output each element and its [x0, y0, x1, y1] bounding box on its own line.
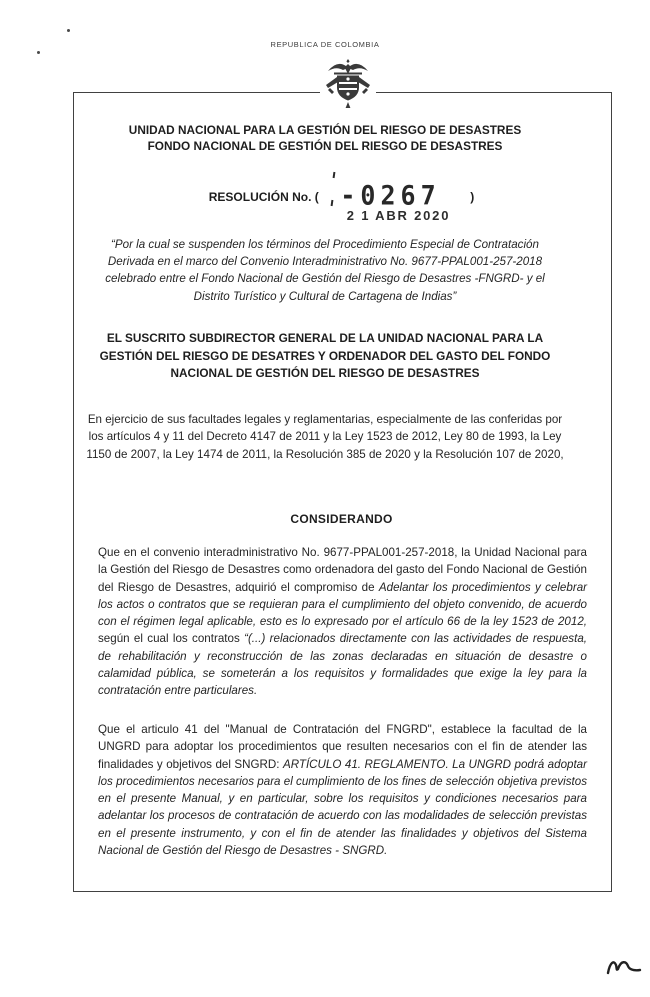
- colombia-coat-of-arms-icon: [320, 55, 376, 115]
- scan-speck: [67, 29, 70, 32]
- legal-basis-paragraph: En ejercicio de sus facultades legales y reglamentarias, especialmente de las conferidas por los artículos 4 y 11 del Decreto 4147 de 2011 y la Ley 1523 de 2012, Ley 80 de 1993, la Ley 1150 de 2007, la Ley 1474 de 2011, la Resolución 385 de 2020 y la Resolución 107 de 2020,: [86, 413, 564, 461]
- resolution-subject-quote: “Por la cual se suspenden los términos del Procedimiento Especial de Contratación Derivada en el marco del Convenio Interadministrativo No. 9677-PPAL001-257-2018 celebrado entre el Fondo Nacional de Gestión del Riesgo de Desastres -FNGRD- y el Distrito Turístico y Cultural de Cartagena de Indias”: [105, 238, 545, 303]
- resolution-date-stamp: 2 1 ABR 2020: [346, 208, 451, 223]
- scan-speck: [37, 51, 40, 54]
- resolution-number-label: RESOLUCIÓN No. (: [208, 190, 319, 204]
- resolution-stamp-block: [339, 179, 451, 223]
- considerando-paragraph-1: Que en el convenio interadministrativo No. 9677-PPAL001-257-2018, la Unidad Nacional para la Gestión del Riesgo de Desastres como ordenadora del gasto del Fondo Nacional de Gestión del Riesgo de Desastres, adquirió el compromiso de Adelantar los procedimientos y celebrar los actos o contratos que se requieran para el cumplimiento del objeto convenido, de acuerdo con el régimen legal aplicable, esto es lo expresado por el artículo 66 de la ley 1523 de 2012, según el cual los contratos “(...) relacionados directamente con las actividades de respuesta, de rehabilitación y reconstrucción de las zonas declaradas en situación de desastre o calamidad pública, se someterán a los requisitos y formalidades que exige la ley para la contratación entre particulares.: [98, 546, 587, 698]
- country-label: REPUBLICA DE COLOMBIA: [270, 40, 380, 49]
- organization-title-line1: UNIDAD NACIONAL PARA LA GESTIÓN DEL RIESGO DE DESASTRES: [128, 123, 522, 137]
- resolution-number-row: [73, 181, 610, 223]
- organization-title-line2: FONDO NACIONAL DE GESTIÓN DEL RIESGO DE DESASTRES: [147, 138, 503, 153]
- issuer-heading: EL SUSCRITO SUBDIRECTOR GENERAL DE LA UNIDAD NACIONAL PARA LA GESTIÓN DEL RIESGO DE DESATRES Y ORDENADOR DEL GASTO DEL FONDO NACIONAL DE GESTIÓN DEL RIESGO DE DESASTRES: [99, 331, 551, 380]
- handwritten-squiggle-mark: [606, 956, 642, 980]
- resolution-number-close-paren: ): [470, 190, 475, 204]
- organization-title: [83, 123, 567, 154]
- considerando-heading: CONSIDERANDO: [290, 512, 393, 526]
- considerando-paragraph-2: Que el articulo 41 del "Manual de Contratación del FNGRD", establece la facultad de la UNGRD para adoptar los procedimientos que resulten necesarios con el fin de atender las finalidades y objetivos del SNGRD: ARTÍCULO 41. REGLAMENTO. La UNGRD podrá adoptar los procedimientos necesarios para el cumplimiento de los fines de selección objetiva previstos en el presente Manual, y en particular, sobre los requisitos y condiciones necesarios para adelantar los procesos de contratación de acuerdo con las modalidades de selección previstas en el presente instrumento, y con el fin de atender las finalidades y objetivos del Sistema Nacional de Gestión del Riesgo de Desastres - SNGRD.: [98, 723, 587, 858]
- resolution-number-stamp: -0267: [340, 179, 441, 212]
